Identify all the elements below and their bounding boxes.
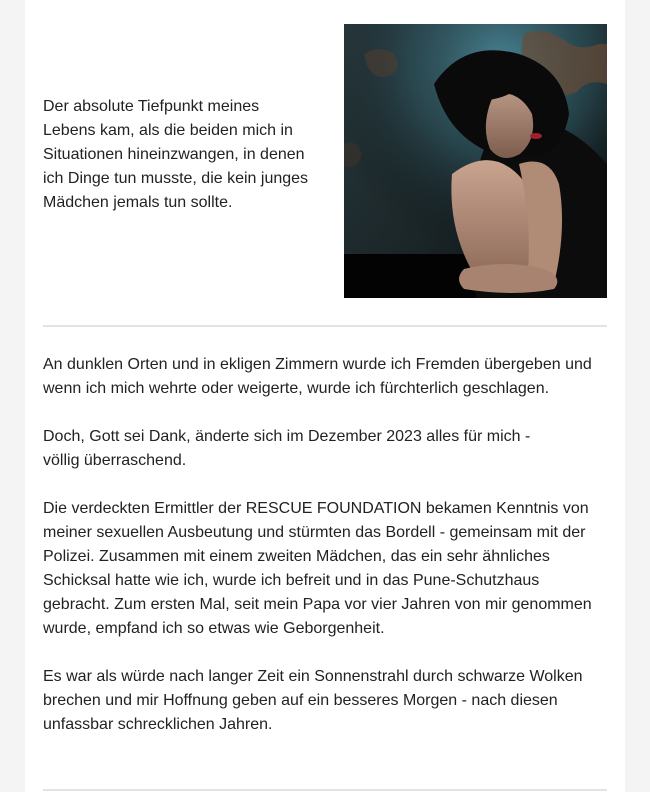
paragraph-3: Die verdeckten Ermittler der RESCUE FOUNDATION bekamen Kenntnis von meiner sexuellen Ausbeutung und stürmten das Bordell - gemeinsam mit der Polizei. Zusammen mit einem zweiten Mädchen, das ein sehr ähnliches Schicksal hatte wie ich, wurde ich befreit und in das Pune-Schutzhaus gebracht. Zum ersten Mal, seit mein Papa vor vier Jahren von mir genommen wurde, empfand ich so etwas wie Geborgenheit. <box>43 500 592 637</box>
divider-bottom <box>43 789 607 791</box>
intro-text: Der absolute Tiefpunkt meines Lebens kam, als die beiden mich in Situationen hineinzwangen, in denen ich Dinge tun musste, die kein junges Mädchen jemals tun sollte. <box>43 98 309 211</box>
divider-top <box>43 325 607 327</box>
paragraph-4: Es war als würde nach langer Zeit ein Sonnenstrahl durch schwarze Wolken brechen und mir Hoffnung geben auf ein besseres Morgen - nach diesen unfassbar schrecklichen Jahren. <box>43 668 583 733</box>
paragraph-1: An dunklen Orten und in ekligen Zimmern wurde ich Fremden übergeben und wenn ich mich wehrte oder weigerte, wurde ich fürchterlich geschlagen. <box>43 356 592 397</box>
email-card <box>25 0 625 792</box>
girl-photo <box>344 24 607 298</box>
paragraph-2: Doch, Gott sei Dank, änderte sich im Dezember 2023 alles für mich - völlig überraschend. <box>43 428 531 469</box>
